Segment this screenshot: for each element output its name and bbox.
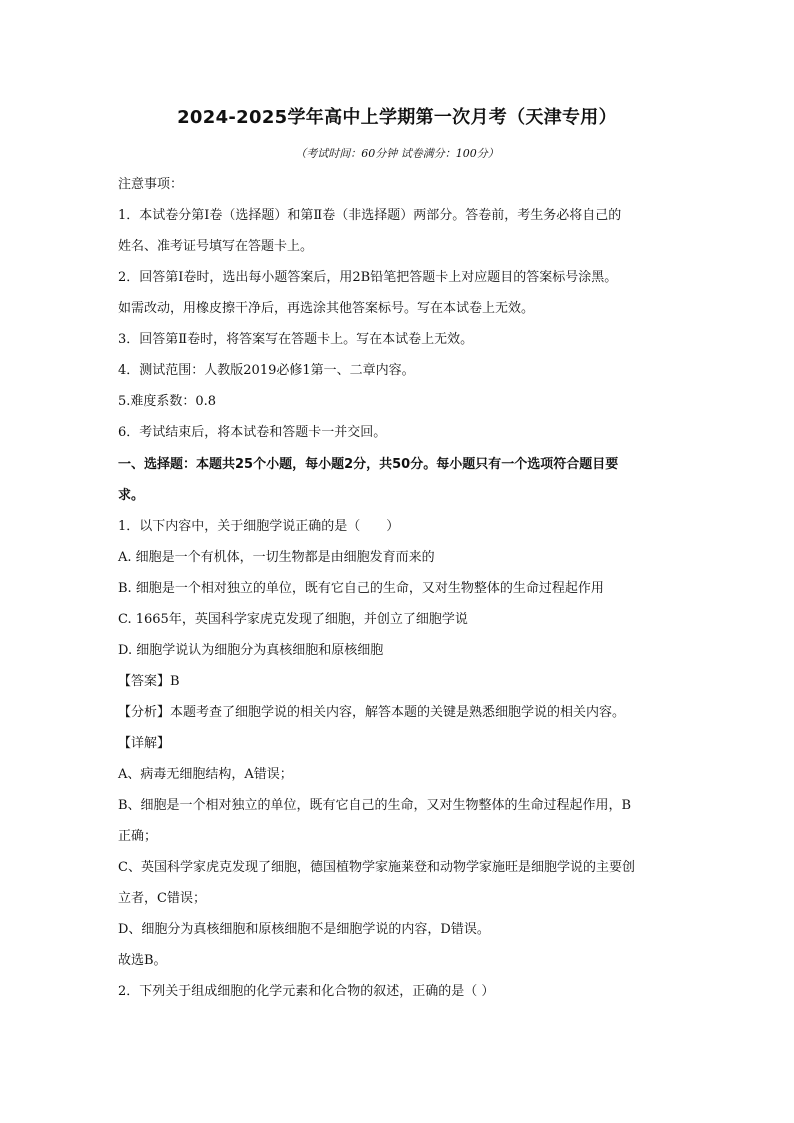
detail-heading: 【详解】: [118, 736, 171, 751]
answer-line: 【答案】B: [118, 674, 180, 689]
analysis-line: 【分析】本题考查了细胞学说的相关内容，解答本题的关键是熟悉细胞学说的相关内容。: [118, 705, 626, 720]
notes-heading: 注意事项：: [118, 177, 184, 192]
note-line: 6．考试结束后，将本试卷和答题卡一并交回。: [118, 425, 387, 440]
detail-line: A、病毒无细胞结构，A错误；: [118, 767, 293, 782]
note-line: 如需改动，用橡皮擦干净后，再选涂其他答案标号。写在本试卷上无效。: [118, 301, 535, 316]
section-heading: 一、选择题：本题共25个小题，每小题2分，共50分。每小题只有一个选项符合题目要: [118, 457, 619, 472]
detail-line: 正确；: [118, 829, 158, 844]
option-b: B. 细胞是一个相对独立的单位，既有它自己的生命，又对生物整体的生命过程起作用: [118, 581, 604, 596]
conclusion-line: 故选B。: [118, 953, 167, 968]
detail-line: D、细胞分为真核细胞和原核细胞不是细胞学说的内容，D错误。: [118, 922, 490, 937]
option-a: A. 细胞是一个有机体，一切生物都是由细胞发育而来的: [118, 550, 435, 565]
note-line: 4．测试范围：人教版2019必修1第一、二章内容。: [118, 363, 415, 378]
note-line: 3．回答第Ⅱ卷时，将答案写在答题卡上。写在本试卷上无效。: [118, 332, 474, 347]
question-stem: 1．以下内容中，关于细胞学说正确的是（ ）: [118, 519, 400, 534]
page-title: 2024-2025学年高中上学期第一次月考（天津专用）: [177, 107, 617, 128]
detail-line: B、细胞是一个相对独立的单位，既有它自己的生命，又对生物整体的生命过程起作用，B: [118, 798, 632, 813]
note-line: 1．本试卷分第Ⅰ卷（选择题）和第Ⅱ卷（非选择题）两部分。答卷前，考生务必将自己的: [118, 208, 622, 223]
note-line: 2．回答第Ⅰ卷时，选出每小题答案后，用2B铅笔把答题卡上对应题目的答案标号涂黑。: [118, 270, 618, 285]
note-line: 姓名、准考证号填写在答题卡上。: [118, 239, 314, 254]
detail-line: C、英国科学家虎克发现了细胞，德国植物学家施莱登和动物学家施旺是细胞学说的主要创: [118, 860, 635, 875]
exam-info: （考试时间：60分钟 试卷满分：100分）: [295, 147, 499, 160]
note-line: 5.难度系数：0.8: [118, 394, 217, 409]
question-stem: 2．下列关于组成细胞的化学元素和化合物的叙述，正确的是（ ）: [118, 984, 495, 999]
option-d: D. 细胞学说认为细胞分为真核细胞和原核细胞: [118, 643, 384, 658]
section-heading-cont: 求。: [118, 488, 145, 503]
detail-line: 立者，C错误；: [118, 891, 206, 906]
option-c: C. 1665年，英国科学家虎克发现了细胞，并创立了细胞学说: [118, 612, 468, 627]
